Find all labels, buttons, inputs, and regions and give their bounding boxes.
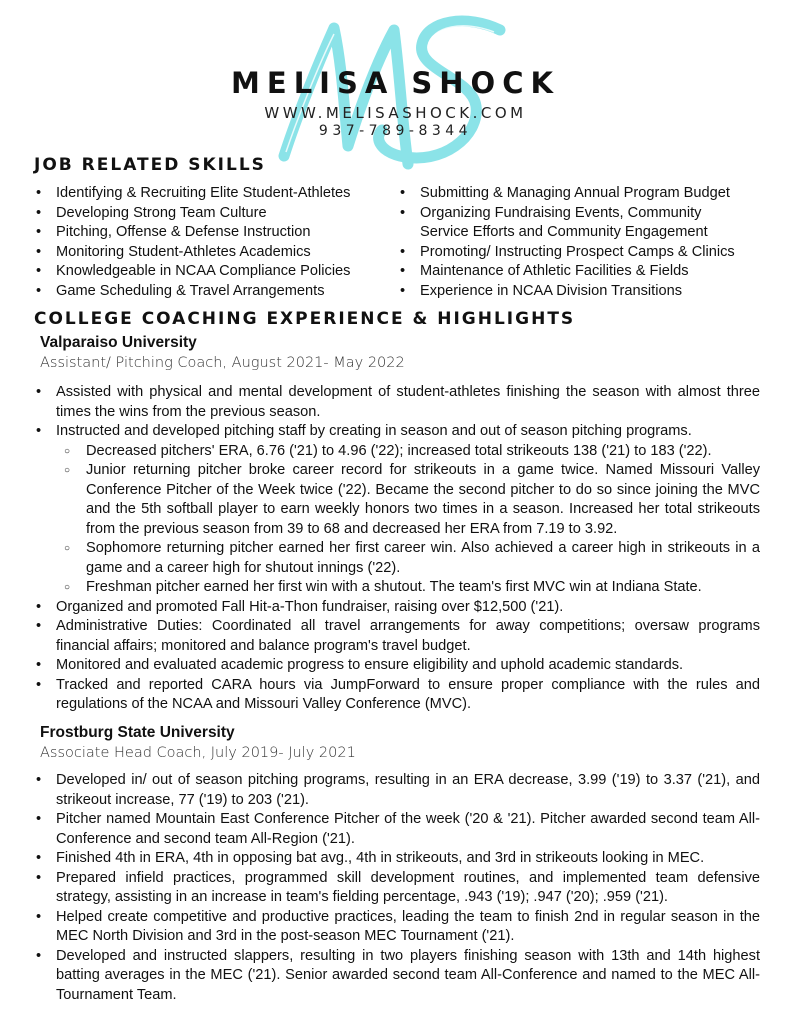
skill-item: • Game Scheduling & Travel Arrangements: [34, 282, 350, 302]
skill-item: • Identifying & Recruiting Elite Student-Athletes: [34, 184, 350, 204]
skill-item: • Pitching, Offense & Defense Instruction: [34, 223, 350, 243]
skill-item: • Submitting & Managing Annual Program Budget: [398, 184, 735, 204]
skill-item-line: Service Efforts and Community Engagement: [420, 224, 708, 241]
bullet-item: • Prepared infield practices, programmed skill development routines, and implemented team defensive strategy, assisting in an increase in team's fielding percentage, .943 ('19); .947 ('20); .959 ('21).: [34, 869, 760, 908]
sub-bullet-item: ○ Decreased pitchers' ERA, 6.76 ('21) to 4.96 ('22); increased total strikeouts 138 ('21) to 183 ('22).: [60, 442, 760, 462]
sub-bullet-item: ○ Freshman pitcher earned her first win with a shutout. The team's first MVC win at Indiana State.: [60, 578, 760, 598]
role-valparaiso: Assistant/ Pitching Coach, August 2021- May 2022: [40, 355, 405, 371]
skill-item: • Monitoring Student-Athletes Academics: [34, 243, 350, 263]
bullet-text: Instructed and developed pitching staff by creating in season and out of season pitching programs.: [56, 423, 692, 439]
bullet-item: • Helped create competitive and productive practices, leading the team to finish 2nd in regular season in the MEC North Division and 3rd in the post-season MEC Tournament ('21).: [34, 908, 760, 947]
valparaiso-bullets: [34, 383, 760, 715]
skill-item: • Promoting/ Instructing Prospect Camps & Clinics: [398, 243, 735, 263]
org-frostburg: Frostburg State University: [40, 724, 235, 741]
experience-heading: COLLEGE COACHING EXPERIENCE & HIGHLIGHTS: [34, 309, 576, 329]
skill-item: • Maintenance of Athletic Facilities & Fields: [398, 262, 735, 282]
bullet-item: • Finished 4th in ERA, 4th in opposing bat avg., 4th in strikeouts, and 3rd in strikeouts looking in MEC.: [34, 849, 760, 869]
skill-item: • Experience in NCAA Division Transitions: [398, 282, 735, 302]
website-link[interactable]: WWW.MELISASHOCK.COM: [264, 104, 527, 122]
sub-bullet-item: ○ Sophomore returning pitcher earned her first career win. Also achieved a career high in strikeouts in a game and a career high for shutout innings ('22).: [60, 539, 760, 578]
role-frostburg: Associate Head Coach, July 2019- July 2021: [40, 745, 356, 761]
bullet-item: • Monitored and evaluated academic progress to ensure eligibility and uphold academic standards.: [34, 656, 760, 676]
bullet-item: [34, 422, 760, 598]
bullet-item: • Developed and instructed slappers, resulting in two players finishing season with 13th and 14th highest batting averages in the MEC ('21). Senior awarded second team All-Conference and named to the MEC All-Tournament Team.: [34, 947, 760, 1006]
bullet-item: • Administrative Duties: Coordinated all travel arrangements for away competitions; oversaw programs financial affairs; monitored and balance program's travel budget.: [34, 617, 760, 656]
bullet-item: • Developed in/ out of season pitching programs, resulting in an ERA decrease, 3.99 ('19) to 3.37 ('21), and strikeout increase, 77 ('19) to 203 ('21).: [34, 771, 760, 810]
skill-item: • Knowledgeable in NCAA Compliance Policies: [34, 262, 350, 282]
skill-item-line: Organizing Fundraising Events, Community: [420, 204, 702, 221]
skills-list-right: [398, 184, 735, 302]
phone-number: 937-789-8344: [318, 123, 473, 139]
org-valparaiso: Valparaiso University: [40, 334, 197, 351]
bullet-item: • Tracked and reported CARA hours via JumpForward to ensure proper compliance with the rules and regulations of the NCAA and Missouri Valley Conference (MVC).: [34, 676, 760, 715]
sub-bullets: [56, 442, 760, 598]
bullet-item: • Organized and promoted Fall Hit-a-Thon fundraiser, raising over $12,500 ('21).: [34, 598, 760, 618]
frostburg-bullets: [34, 771, 760, 1005]
bullet-item: • Assisted with physical and mental development of student-athletes finishing the season with almost three times the wins from the previous season.: [34, 383, 760, 422]
skill-item: • Developing Strong Team Culture: [34, 204, 350, 224]
skills-list-left: [34, 184, 350, 302]
candidate-name: MELISA SHOCK: [231, 66, 560, 100]
skills-heading: JOB RELATED SKILLS: [34, 155, 266, 175]
bullet-item: • Pitcher named Mountain East Conference Pitcher of the week ('20 & '21). Pitcher awarded second team All-Conference and second team All-Region ('21).: [34, 810, 760, 849]
skill-item: [398, 204, 735, 243]
sub-bullet-item: ○ Junior returning pitcher broke career record for strikeouts in a game twice. Named Missouri Valley Conference Pitcher of the Week twice ('22). Became the second pitcher to do so since joining the MVC and the 5th softball player to earn weekly honors two times in a season. Increased her total strikeouts from the previous season from 39 to 68 and decreased her ERA from 7.19 to 3.92.: [60, 461, 760, 539]
